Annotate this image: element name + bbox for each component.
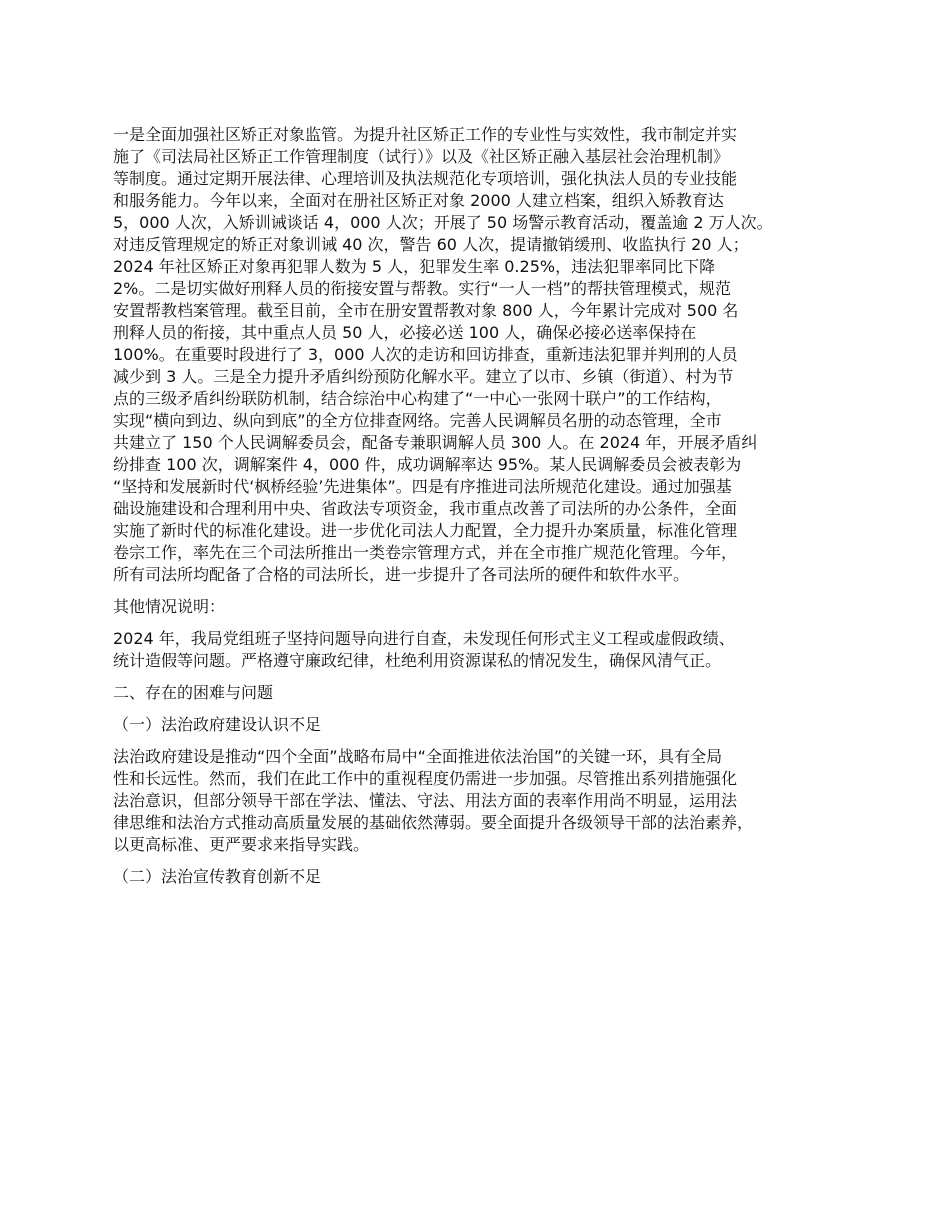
text-line: 一是全面加强社区矫正对象监管。为提升社区矫正工作的专业性与实效性，我市制定并实 xyxy=(113,125,738,144)
text-line: 减少到 3 人。三是全力提升矛盾纠纷预防化解水平。建立了以市、乡镇（街道）、村为节 xyxy=(113,367,734,386)
text-line: 统计造假等问题。严格遵守廉政纪律，杜绝利用资源谋私的情况发生，确保风清气正。 xyxy=(113,651,722,670)
text-line: 等制度。通过定期开展法律、心理培训及执法规范化专项培训，强化执法人员的专业技能 xyxy=(113,169,738,188)
text-line: 实施了新时代的标准化建设。进一步优化司法人力配置，全力提升办案质量，标准化管理 xyxy=(113,521,738,540)
document-page xyxy=(113,124,858,898)
text-line: 法治政府建设是推动“四个全面”战略布局中“全面推进依法治国”的关键一环，具有全局 xyxy=(113,747,723,766)
text-line: 2024 年，我局党组班子坚持问题导向进行自查，未发现任何形式主义工程或虚假政绩、 xyxy=(113,629,735,648)
text-line: 卷宗工作，率先在三个司法所推出一类卷宗管理方式，并在全市推广规范化管理。今年， xyxy=(113,543,738,562)
text-line: 2024 年社区矫正对象再犯罪人数为 5 人，犯罪发生率 0.25%，违法犯罪率同比下降 xyxy=(113,257,716,276)
text-line: 施了《司法局社区矫正工作管理制度（试行）》以及《社区矫正融入基层社会治理机制》 xyxy=(113,147,730,166)
text-line: 2%。二是切实做好刑释人员的衔接安置与帮教。实行“一人一档”的帮扶管理模式，规范 xyxy=(113,279,731,298)
text-line: 所有司法所均配备了合格的司法所长，进一步提升了各司法所的硬件和软件水平。 xyxy=(113,565,690,584)
text-line: 5，000 人次，入矫训诫谈话 4，000 人次；开展了 50 场警示教育活动，覆盖逾 2 万人次。 xyxy=(113,213,773,232)
text-line: 法治意识，但部分领导干部在学法、懂法、守法、用法方面的表率作用尚不明显，运用法 xyxy=(113,791,738,810)
text-line: 安置帮教档案管理。截至目前，全市在册安置帮教对象 800 人，今年累计完成对 500 名 xyxy=(113,301,739,320)
paragraph-rule-of-law xyxy=(113,746,858,856)
text-line: 100%。在重要时段进行了 3，000 人次的走访和回访排查，重新违法犯罪并判刑的人员 xyxy=(113,345,738,364)
text-line: 实现“横向到边、纵向到底”的全方位排查网络。完善人民调解员名册的动态管理，全市 xyxy=(113,411,722,430)
text-line: 以更高标准、更严要求来指导实践。 xyxy=(113,835,370,854)
text-line: “坚持和发展新时代‘枫桥经验’先进集体”。四是有序推进司法所规范化建设。通过加强基 xyxy=(113,477,732,496)
text-line: 律思维和法治方式推动高质量发展的基础依然薄弱。要全面提升各级领导干部的法治素养， xyxy=(113,813,754,832)
subheading-legal-education: （二）法治宣传教育创新不足 xyxy=(113,867,322,886)
text-line: 和服务能力。今年以来，全面对在册社区矫正对象 2000 人建立档案，组织入矫教育达 xyxy=(113,191,724,210)
text-line: 刑释人员的衔接，其中重点人员 50 人，必接必送 100 人，确保必接必送率保持在 xyxy=(113,323,697,342)
text-line: 共建立了 150 个人民调解委员会，配备专兼职调解人员 300 人。在 2024 年，开展矛盾纠 xyxy=(113,433,758,452)
subheading-rule-of-law-awareness: （一）法治政府建设认识不足 xyxy=(113,715,322,734)
paragraph-self-inspection xyxy=(113,628,858,672)
text-line: 性和长远性。然而，我们在此工作中的重视程度仍需进一步加强。尽管推出系列措施强化 xyxy=(113,769,738,788)
paragraph-work-summary xyxy=(113,124,858,586)
text-line: 础设施建设和合理利用中央、省政法专项资金，我市重点改善了司法所的办公条件，全面 xyxy=(113,499,738,518)
other-situation-label: 其他情况说明： xyxy=(113,597,226,616)
text-line: 纷排查 100 次，调解案件 4，000 件，成功调解率达 95%。某人民调解委员会被表彰为 xyxy=(113,455,742,474)
section-heading: 二、存在的困难与问题 xyxy=(113,683,274,702)
text-line: 对违反管理规定的矫正对象训诫 40 次，警告 60 人次，提请撤销缓刑、收监执行 20 人； xyxy=(113,235,749,254)
text-line: 点的三级矛盾纠纷联防机制，结合综治中心构建了“一中心一张网十联户”的工作结构， xyxy=(113,389,722,408)
